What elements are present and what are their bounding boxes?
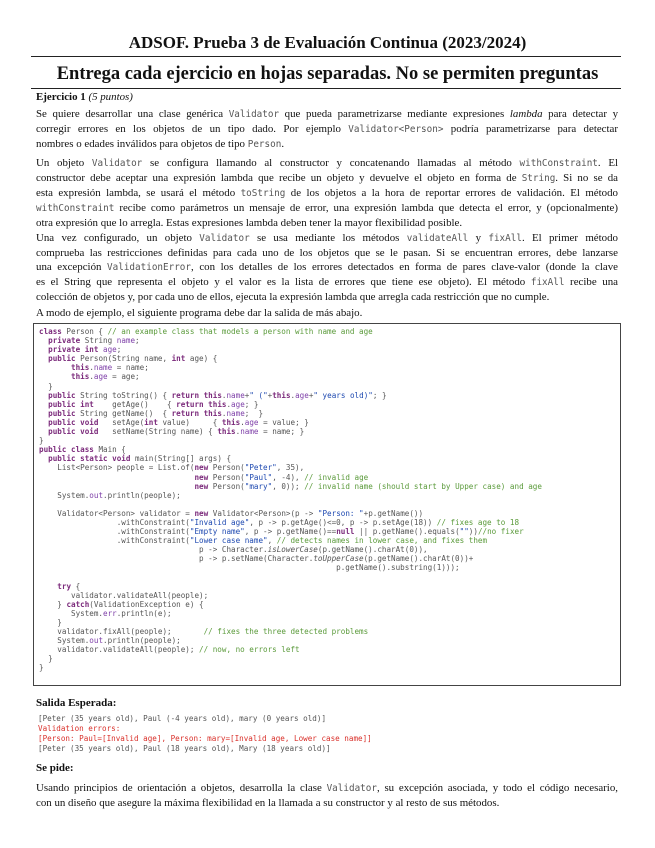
title-rule — [31, 88, 621, 89]
paragraph-intro — [36, 107, 618, 152]
text-line: con un diseño que asegure la máxima flexibilidad en la llamada a su constructor y al resto de sus métodos. — [36, 797, 500, 809]
text-line: una excepción ValidationError, con los detalles de los errores detectados en forma de pares clave-valor (donde la clave — [36, 261, 619, 273]
output-line: [Peter (35 years old), Paul (18 years old), Mary (18 years old)] — [38, 744, 331, 753]
expected-output-title: Salida Esperada: — [36, 697, 117, 709]
text-line: es el String que representa el objeto y el valor es la lista de errores que tiene ese objeto). El método fixAll recibe una — [36, 276, 618, 288]
inline-code: Validator — [228, 109, 280, 120]
text-line: A modo de ejemplo, el siguiente programa debe dar la salida de más abajo. — [36, 307, 363, 319]
inline-code: Validator — [91, 158, 143, 169]
inline-code: Person — [247, 139, 282, 150]
inline-code: withConstraint — [519, 158, 598, 169]
exercise-heading — [36, 91, 133, 103]
output-line: Validation errors: — [38, 724, 121, 733]
exercise-points: (5 puntos) — [88, 91, 133, 103]
text-line: Usando principios de orientación a objetos, desarrolla la clase Validator, su excepción asociada, y todo el código necesario, — [36, 782, 618, 794]
java-code: class Person { // an example class that models a person with name and age private String name; private int age; public Person(String name, int age) { this.name = name; this.age = age; } public String toString() { return this.name+" ("+this.age+" years old)"; } public int getAge() { return this.age; } public String getName() { return this.name; } public void setAge(int value) { this.age = value; } public void setName(String name) { this.name = name; } } public class Main { public static void main(String[] args) { List<Person> people = List.of(new Person("Peter", 35), new Person("Paul", -4), // invalid age new Person("mary", 0)); // invalid name (should start by Upper case) and age System.out.println(people); Validator<Person> validator = new Validator<Person>(p -> "Person: "+p.getName()) .withConstraint("Invalid age", p -> p.getAge()<=0, p -> p.setAge(18)) // fixes age to 18 .withConstraint("Empty name", p -> p.getName()==null || p.getName().equals(""))//no fixer .withConstraint("Lower case name", // detects names in lower case, and fixes them p -> Character.isLowerCase(p.getName().charAt(0)), p -> p.setName(Character.toUpperCase(p.getName().charAt(0))+ p.getName().substring(1))); try { validator.validateAll(people); } catch(ValidationException e) { System.err.println(e); } validator.fixAll(people); // fixes the three detected problems System.out.println(people); validator.validateAll(people); // now, no errors left } } — [39, 327, 542, 673]
text-line: Un objeto Validator se configura llamando al constructor y concatenando llamadas al método withConstraint. El — [36, 157, 618, 169]
exercise-label: Ejercicio 1 — [36, 91, 86, 103]
inline-code: fixAll — [488, 233, 522, 244]
inline-code: validateAll — [406, 233, 469, 244]
inline-code: withConstraint — [36, 203, 115, 214]
instructions-title: Entrega cada ejercicio en hojas separadas. No se permiten preguntas — [56, 64, 599, 84]
text-line: constructor debe aceptar una expresión lambda que recibe un objeto y devuelve el objeto en forma de String. Si no se da — [36, 172, 618, 184]
text-line: colección de objetos y, por cada uno de ellos, ejecuta la expresión lambda que arregla cada restricción que no cumple. — [36, 291, 550, 303]
expected-output — [38, 714, 372, 754]
inline-code: String — [521, 173, 556, 184]
text-line: esta expresión lambda, se usará el método toString de los objetos a la hora de reportar errores de validación. El método — [36, 187, 618, 199]
inline-code: ValidationError — [107, 262, 192, 273]
request-title: Se pide: — [36, 762, 74, 774]
inline-code: Validator — [199, 233, 250, 244]
inline-code: Validator<Person> — [348, 124, 444, 135]
code-listing — [33, 323, 621, 686]
output-line: [Person: Paul=[Invalid age], Person: mary=[Invalid age, Lower case name]] — [38, 734, 372, 743]
inline-code: toString — [240, 188, 286, 199]
text-line: withConstraint recibe como parámetros un mensaje de error, una expresión lambda que detecta el error, y (opcionalmente) — [36, 202, 618, 214]
paragraph-request — [36, 781, 618, 810]
inline-code: Validator — [326, 783, 377, 794]
text-line: corregir errores en los objetos de un tipo dado. Por ejemplo Validator<Person> podría parametrizarse para detectar — [36, 123, 618, 135]
paragraph-usage — [36, 231, 618, 304]
output-line: [Peter (35 years old), Paul (-4 years old), mary (0 years old)] — [38, 714, 327, 723]
text-line: nombres o edades inválidos para objetos de tipo Person. — [36, 138, 285, 150]
text-line: Una vez configurado, un objeto Validator se usa mediante los métodos validateAll y fixAll. El primer método — [36, 232, 618, 244]
text-line: otra expresión que lo arregla. Estas expresiones lambda deben tener la mayor flexibilidad posible. — [36, 217, 463, 229]
emphasis: lambda — [509, 108, 543, 120]
paragraph-configuration — [36, 156, 618, 230]
paragraph-example — [36, 306, 618, 320]
inline-code: fixAll — [530, 277, 565, 288]
text-line: comprueba las restricciones definidas para cada uno de los objetos que se le pasan. Si se encuentran errores, debe lanzarse — [36, 247, 618, 259]
header-rule — [31, 56, 621, 57]
course-title: ADSOF. Prueba 3 de Evaluación Continua (2023/2024) — [128, 33, 527, 52]
text-line: Se quiere desarrollar una clase genérica Validator que pueda parametrizarse mediante expresiones lambda para detectar y — [36, 108, 619, 120]
